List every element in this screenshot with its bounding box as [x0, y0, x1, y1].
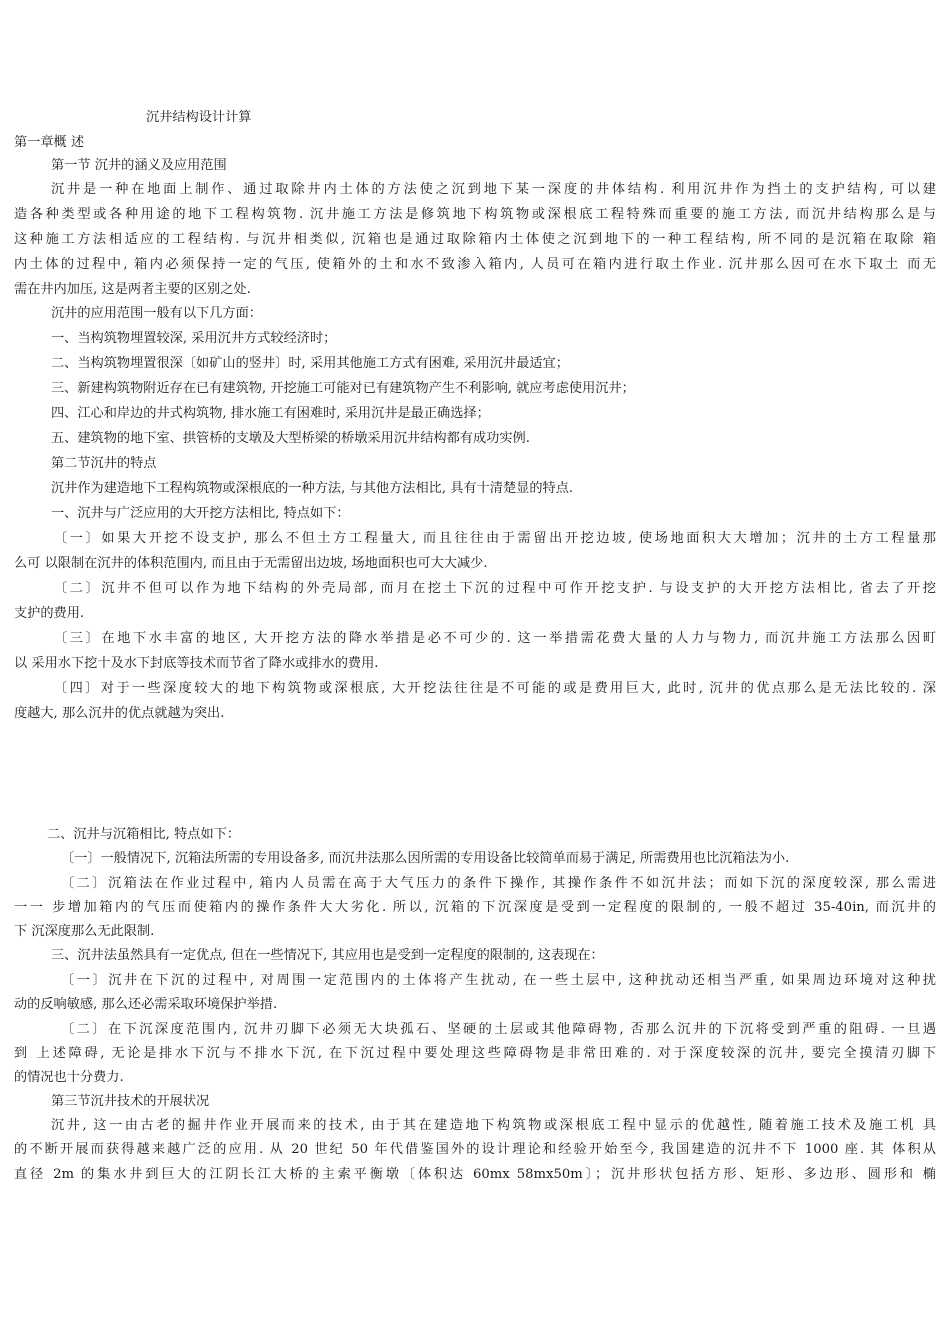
paragraph-line: 到 上述障碍, 无论是排水下沉与不排水下沉, 在下沉过程中要处理这些障碍物是非常田难的. 对于深度较深的沉井, 要完全摸清刃脚下	[14, 1046, 936, 1061]
paragraph-line: 以 采用水下挖十及水下封底等技术而节省了降水或排水的费用.	[14, 656, 379, 671]
paragraph-line: 〔一〕沉井在下沉的过程中, 对周围一定范围内的土体将产生扰动, 在一些土层中, 这种扰动还相当严重, 如果周边环境对这种扰	[61, 973, 936, 988]
paragraph-line: 造各种类型或各种用途的地下工程构筑物. 沉井施工方法是修筑地下构筑物或深根底工程特殊而重要的施工方法, 而沉井结构那么是与	[14, 207, 936, 222]
paragraph-line: 沉井是一种在地面上制作、通过取除井内土体的方法使之沉到地下某一深度的井体结构. 利用沉井作为挡土的支护结构, 可以建	[51, 182, 936, 197]
paragraph-line: 〔二〕在下沉深度范围内, 沉井刃脚下必须无大块孤石、坚硬的土层或其他障碍物, 否那么沉井的下沉将受到严重的阻碍. 一旦遇	[61, 1022, 936, 1037]
paragraph-line: 沉井的应用范围一般有以下几方面：	[51, 306, 262, 321]
paragraph-line: 这种施工方法相适应的工程结构. 与沉井相类似, 沉箱也是通过取除箱内土体使之沉到地下的一种工程结构, 所不同的是沉箱在取除 箱	[14, 232, 936, 247]
paragraph-line: 动的反响敏感, 那么还必需采取环境保护举措.	[14, 997, 278, 1012]
paragraph-line: 么可 以限制在沉井的体积范围内, 而且由于无需留出边坡, 场地面积也可大大减少.	[14, 556, 488, 571]
paragraph-line: 需在井内加压, 这是两者主要的区别之处.	[14, 282, 251, 297]
section-heading-1: 第一节 沉井的涵义及应用范围	[51, 158, 227, 173]
chapter-heading: 第一章概 述	[14, 135, 85, 150]
paragraph-line: 的情况也十分费力.	[14, 1070, 124, 1085]
paragraph-line: 下 沉深度那么无此限制.	[14, 924, 155, 939]
paragraph-line: 支护的费用.	[14, 606, 85, 621]
paragraph-line: 的不断开展而获得越来越广泛的应用. 从 20 世纪 50 年代借鉴国外的设计理论和经验开始至今, 我国建造的沉井不下 1000 座. 其 体积从	[14, 1142, 936, 1157]
paragraph-line: 〔二〕沉箱法在作业过程中, 箱内人员需在高于大气压力的条件下操作, 其操作条件不如沉井法；而如下沉的深度较深, 那么需进	[61, 876, 936, 891]
paragraph-line: 一、沉井与广泛应用的大开挖方法相比, 特点如下：	[51, 506, 350, 521]
paragraph-line: 沉井, 这一由古老的掘井作业开展而来的技术, 由于其在建造地下构筑物或深根底工程中显示的优越性, 随着施工技术及施工机 具	[51, 1118, 936, 1133]
paragraph-line: 〔一〕如果大开挖不设支护, 那么不但土方工程量大, 而且往往由于需留出开挖边坡, 使场地面积大大增加；沉井的土方工程量那	[54, 531, 936, 546]
paragraph-line: 〔三〕在地下水丰富的地区, 大开挖方法的降水举措是必不可少的. 这一举措需花费大量的人力与物力, 而沉井施工方法那么因町	[54, 631, 936, 646]
paragraph-line: 直径 2m 的集水井到巨大的江阴长江大桥的主索平衡墩〔体积达 60mx 58mx50m〕；沉井形状包括方形、矩形、多边形、圆形和 椭	[14, 1167, 936, 1182]
section-heading-3: 第三节沉井技术的开展状况	[51, 1094, 210, 1109]
paragraph-line: 三、沉井法虽然具有一定优点, 但在一些情况下, 其应用也是受到一定程度的限制的, 这表现在：	[51, 948, 604, 963]
paragraph-line: 沉井作为建造地下工程构筑物或深根底的一种方法, 与其他方法相比, 具有十清楚显的特点.	[51, 481, 574, 496]
paragraph-line: 〔二〕沉井不但可以作为地下结构的外壳局部, 而月在挖土下沉的过程中可作开挖支护. 与设支护的大开挖方法相比, 省去了开挖	[54, 581, 936, 596]
list-item: 二、当构筑物埋置很深〔如矿山的竖井〕时, 采用其他施工方式有困难, 采用沉井最适宜；	[51, 356, 569, 371]
section-heading-2: 第二节沉井的特点	[51, 456, 157, 471]
list-item: 五、建筑物的地下室、拱管桥的支墩及大型桥梁的桥墩采用沉井结构都有成功实例.	[51, 431, 530, 446]
list-item: 三、新建构筑物附近存在已有建筑物, 开挖施工可能对已有建筑物产生不利影响, 就应考虑使用沉井；	[51, 381, 635, 396]
paragraph-line: 一一 步增加箱内的气压而使箱内的操作条件大大劣化. 所以, 沉箱的下沉深度是受到一定程度的限制的, 一般不超过 35-40in, 而沉井的	[14, 900, 936, 915]
paragraph-line: 度越大, 那么沉井的优点就越为突出.	[14, 706, 225, 721]
list-item: 一、当构筑物埋置较深, 采用沉井方式较经济时；	[51, 331, 337, 346]
paragraph-line: 二、沉井与沉箱相比, 特点如下：	[47, 827, 241, 842]
list-item: 四、江心和岸边的井式构筑物, 排水施工有困难时, 采用沉井是最正确选择；	[51, 406, 490, 421]
paragraph-line: 内土体的过程中, 箱内必须保持一定的气压, 使箱外的土和水不致渗入箱内, 人员可在箱内进行取土作业. 沉井那么因可在水下取土 而无	[14, 257, 936, 272]
paragraph-line: 〔四〕对于一些深度较大的地下构筑物或深根底, 大开挖法往往是不可能的或是费用巨大, 此时, 沉井的优点那么是无法比较的. 深	[54, 681, 936, 696]
document-title: 沉井结构设计计算	[146, 110, 252, 125]
paragraph-line: 〔一〕一般情况下, 沉箱法所需的专用设备多, 而沉井法那么因所需的专用设备比较简单而易于满足, 所需费用也比沉箱法为小.	[61, 851, 790, 866]
